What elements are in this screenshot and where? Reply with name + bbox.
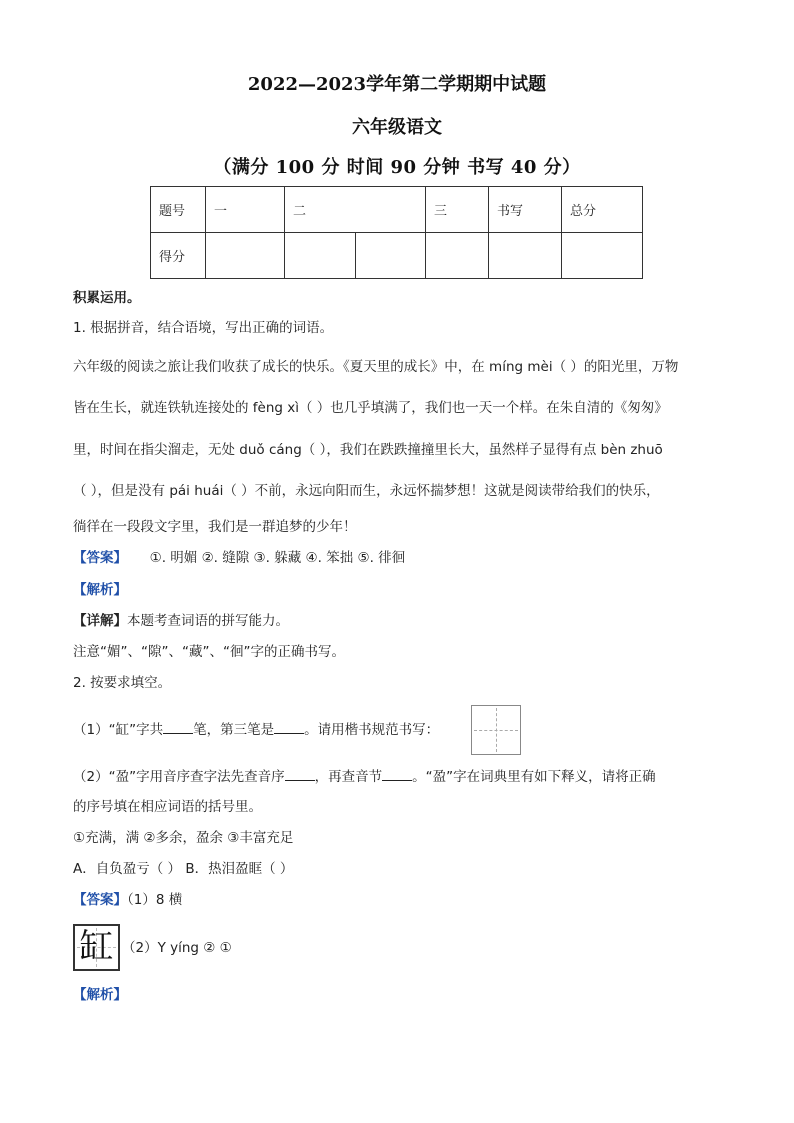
q2-p2-text-b: ，再查音节	[314, 769, 383, 785]
q2-p1-text-b: 笔，第三笔是	[193, 722, 275, 738]
q1-answer	[73, 548, 405, 568]
q2-items: A．自负盈亏（ ） B．热泪盈眶（ ）	[73, 861, 294, 877]
answer-tag: 【答案】	[73, 892, 127, 908]
q1-line-2: 皆在生长，就连铁轨连接处的 fèng xì（ ）也几乎填满了，我们也一天一个样。在朱自清的《匆匆》	[73, 400, 668, 416]
q2-part1	[73, 720, 439, 740]
q2-answer-2: （2）Y yíng ② ①	[122, 940, 232, 956]
q1-title: 1. 根据拼音，结合语境，写出正确的词语。	[73, 320, 334, 336]
score-cell-writing: 书写	[489, 187, 562, 233]
q2-p1-text-a: （1）“缸”字共	[73, 722, 164, 738]
q2-part2-line2: 的序号填在相应词语的括号里。	[73, 799, 262, 815]
q2-p2-text-c: 。“盈”字在词典里有如下释义，请将正确	[412, 769, 656, 785]
score-input-2a[interactable]	[285, 233, 356, 279]
q1-line-5: 徜徉在一段段文字里，我们是一群追梦的少年！	[73, 519, 357, 535]
q1-answer-text: ①. 明媚 ②. 缝隙 ③. 躲藏 ④. 笨拙 ⑤. 徘徊	[149, 550, 406, 566]
q2-p2-text-a: （2）“盈”字用音序查字法先查音序	[73, 769, 285, 785]
character-gang: 缸	[79, 927, 114, 967]
q1-line-1: 六年级的阅读之旅让我们收获了成长的快乐。《夏天里的成长》中，在 míng mèi（ ）的阳光里，万物	[73, 359, 679, 375]
q1-line-3: 里，时间在指尖溜走，无处 duǒ cáng（ ），我们在跌跌撞撞里长大，虽然样子显得有点 bèn zhuō	[73, 442, 663, 458]
q2-stroke-count-blank[interactable]	[163, 721, 193, 734]
score-input-3[interactable]	[426, 233, 489, 279]
exam-subject: 六年级语文	[352, 117, 442, 138]
q2-meanings: ①充满，满 ②多余，盈余 ③丰富充足	[73, 830, 294, 846]
q2-third-stroke-blank[interactable]	[274, 721, 304, 734]
q2-syllable-blank[interactable]	[382, 768, 412, 781]
score-table-score-row	[151, 233, 643, 279]
q2-analysis-tag: 【解析】	[73, 987, 127, 1003]
q1-analysis-tag: 【解析】	[73, 582, 127, 598]
score-input-total[interactable]	[562, 233, 643, 279]
score-cell-2b	[355, 187, 426, 233]
score-cell-3: 三	[426, 187, 489, 233]
q2-initial-blank[interactable]	[285, 768, 315, 781]
q1-line-4: （ ），但是没有 pái huái（ ）不前，永远向阳而生，永远怀揣梦想！这就是阅读带给我们的快乐，	[73, 483, 660, 499]
score-input-2b[interactable]	[355, 233, 426, 279]
q1-detail	[73, 611, 289, 631]
q2-title: 2. 按要求填空。	[73, 675, 172, 691]
exam-title: 2022—2023学年第二学期期中试题	[247, 74, 547, 95]
score-row-label: 得分	[151, 233, 206, 279]
q2-answer-1	[73, 890, 182, 910]
exam-info: （满分 100 分 时间 90 分钟 书写 40 分）	[213, 157, 581, 178]
section-heading: 积累运用。	[73, 290, 141, 306]
q2-answer-1-text: （1）8 横	[127, 892, 183, 908]
score-table	[150, 186, 643, 279]
q1-detail-text: 本题考查词语的拼写能力。	[127, 613, 289, 629]
writing-grid-box[interactable]	[471, 705, 521, 755]
q2-part2	[73, 767, 656, 787]
answer-tag: 【答案】	[73, 550, 127, 566]
score-table-header-row	[151, 187, 643, 233]
score-cell-label: 题号	[151, 187, 206, 233]
score-input-writing[interactable]	[489, 233, 562, 279]
score-input-1[interactable]	[206, 233, 285, 279]
q1-note: 注意“媚”、“隙”、“藏”、“徊”字的正确书写。	[73, 644, 345, 660]
score-cell-2: 二	[285, 187, 356, 233]
character-grid-answer	[73, 924, 120, 971]
score-cell-1: 一	[206, 187, 285, 233]
detail-tag: 【详解】	[73, 613, 127, 629]
score-cell-total: 总分	[562, 187, 643, 233]
q2-p1-text-c: 。请用楷书规范书写：	[304, 722, 440, 738]
